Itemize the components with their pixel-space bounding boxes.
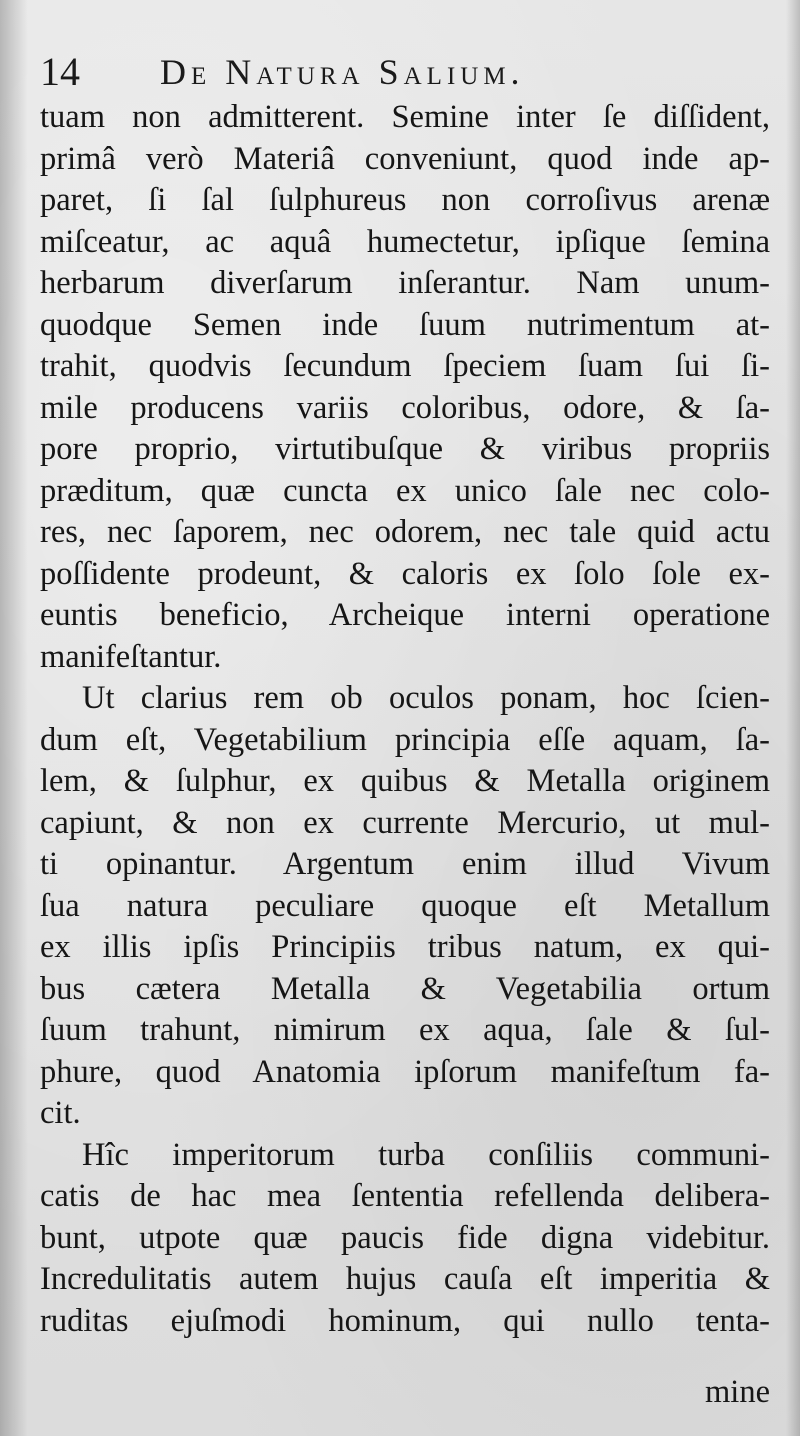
text-line: bunt, utpote quæ paucis fide digna videbitur. (40, 1219, 770, 1256)
text-line: trahit, quodvis ſecundum ſpeciem ſuam ſui ſi- (40, 348, 770, 384)
text-line: manifeſtantur. (40, 638, 222, 675)
text-line: herbarum diverſarum inſerantur. Nam unum- (40, 265, 770, 301)
text-line: præditum, quæ cuncta ex unico ſale nec colo- (40, 472, 770, 509)
text-line: res, nec ſaporem, nec odorem, nec tale quid actu (40, 514, 770, 550)
text-line: paret, ſi ſal ſulphureus non corroſivus arenæ (40, 182, 770, 218)
text-line: Ut clarius rem ob oculos ponam, hoc ſcien- (82, 680, 770, 716)
text-line: cit. (40, 1095, 81, 1131)
spine-shadow (0, 0, 28, 1436)
text-line: miſceatur, ac aquâ humectetur, ipſique ſemina (40, 223, 770, 260)
text-line: poſſidente prodeunt, & caloris ex ſolo ſole ex- (40, 555, 770, 592)
text-line: mile producens variis coloribus, odore, & ſa- (40, 389, 770, 426)
text-line: Incredulitatis autem hujus cauſa eſt imperitia & (40, 1261, 770, 1297)
text-line: euntis beneficio, Archeique interni operatione (40, 597, 770, 633)
page-edge-shadow (786, 0, 800, 1436)
text-line: ex illis ipſis Principiis tribus natum, ex qui- (40, 929, 770, 965)
text-line: tuam non admitterent. Semine inter ſe diſſident, (40, 99, 770, 135)
running-title: De Natura Salium. (160, 52, 525, 92)
catchword: mine (705, 1374, 770, 1410)
page-number: 14 (40, 49, 80, 94)
text-line: primâ verò Materiâ conveniunt, quod inde ap- (40, 140, 770, 177)
text-line: Hîc imperitorum turba conſiliis communi- (82, 1136, 770, 1173)
page-header (40, 44, 770, 100)
text-line: ſuum trahunt, nimirum ex aqua, ſale & ſul- (40, 1012, 770, 1048)
text-line: bus cætera Metalla & Vegetabilia ortum (40, 970, 770, 1007)
text-line: quodque Semen inde ſuum nutrimentum at- (40, 306, 770, 343)
body-text (40, 97, 770, 1342)
text-line: phure, quod Anatomia ipſorum manifeſtum fa- (40, 1053, 770, 1090)
text-line: dum eſt, Vegetabilium principia eſſe aquam, ſa- (40, 721, 770, 758)
text-line: pore proprio, virtutibuſque & viribus propriis (40, 431, 770, 467)
text-line: ſua natura peculiare quoque eſt Metallum (40, 887, 770, 924)
text-line: catis de hac mea ſententia refellenda delibera- (40, 1178, 770, 1214)
text-line: lem, & ſulphur, ex quibus & Metalla originem (40, 763, 770, 799)
text-line: ruditas ejuſmodi hominum, qui nullo tenta- (40, 1302, 770, 1339)
text-line: ti opinantur. Argentum enim illud Vivum (40, 846, 770, 882)
text-line: capiunt, & non ex currente Mercurio, ut mul- (40, 804, 770, 841)
